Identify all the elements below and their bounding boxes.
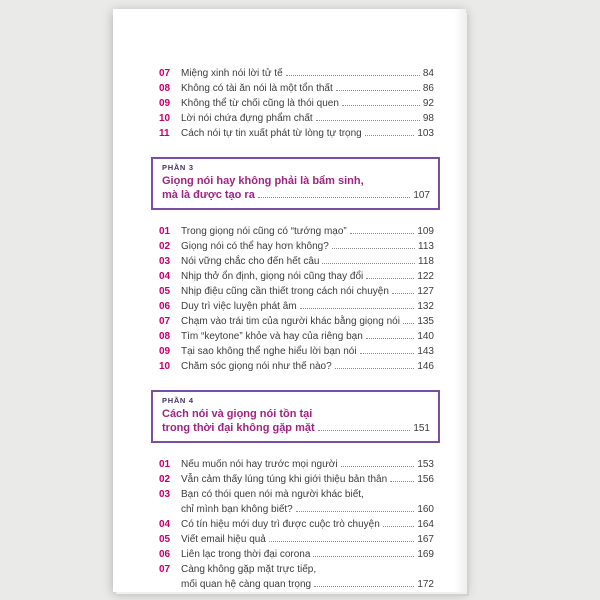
toc-item: [159, 314, 434, 329]
toc-item: [159, 284, 434, 299]
item-number: 01: [159, 226, 171, 237]
item-title: Viết email hiệu quả: [181, 534, 266, 545]
item-number: 09: [159, 346, 171, 357]
item-title: Chạm vào trái tim của người khác bằng giọng nói: [181, 316, 400, 327]
toc-item: [159, 269, 434, 284]
item-number: 05: [159, 534, 171, 545]
item-title-line1: Càng không gặp mặt trực tiếp,: [181, 564, 317, 575]
item-page: 143: [417, 346, 434, 357]
item-page: 156: [417, 474, 434, 485]
item-page: 122: [417, 271, 434, 282]
dot-leader: [332, 248, 415, 249]
toc-page: [113, 9, 466, 592]
toc-item: [159, 111, 434, 126]
toc-item: [159, 254, 434, 269]
page-curl-shading: [454, 9, 466, 592]
item-number: 11: [159, 128, 170, 139]
item-number: 05: [159, 286, 171, 297]
item-page: 86: [422, 83, 434, 94]
item-number: 03: [159, 489, 171, 500]
dot-leader: [296, 511, 415, 512]
item-page: 127: [417, 286, 434, 297]
dot-leader: [300, 308, 415, 309]
item-title-line1: Bạn có thói quen nói mà người khác biết,: [181, 489, 364, 500]
item-page: 135: [417, 316, 434, 327]
item-number: 07: [159, 316, 171, 327]
section-4-page: 151: [413, 423, 430, 434]
item-page: 132: [417, 301, 434, 312]
item-number: 03: [159, 256, 171, 267]
item-number: 08: [159, 83, 171, 94]
section-4-header-box: [151, 390, 440, 443]
item-page: 113: [418, 241, 434, 252]
item-title: Có tín hiệu mới duy trì được cuộc trò chuyện: [181, 519, 380, 530]
toc-item: [159, 562, 434, 592]
item-page: 153: [417, 459, 434, 470]
section-3-header-box: [151, 157, 440, 210]
section-4-title-line2: trong thời đại không gặp mặt: [162, 422, 315, 434]
toc-item: [159, 96, 434, 111]
section-3-title-line2: mà là được tạo ra: [162, 189, 255, 201]
toc-item: [159, 126, 434, 141]
item-title: Không thể từ chối cũng là thói quen: [181, 98, 339, 109]
toc-item: [159, 547, 434, 562]
item-title: Vẫn cảm thấy lúng túng khi giới thiệu bản thân: [181, 474, 388, 485]
item-number: 07: [159, 564, 171, 575]
item-page: 146: [417, 361, 434, 372]
dot-leader: [383, 526, 415, 527]
dot-leader: [314, 586, 414, 587]
toc-item: [159, 66, 434, 81]
item-title-line2: chỉ mình bạn không biết?: [181, 504, 293, 515]
dot-leader: [322, 263, 415, 264]
item-title: Trong giọng nói cũng có “tướng mạo”: [181, 226, 347, 237]
dot-leader: [390, 481, 414, 482]
dot-leader: [316, 120, 420, 121]
toc-item: [159, 224, 434, 239]
item-page: 140: [417, 331, 434, 342]
item-title-block: [181, 562, 434, 592]
item-title: Không có tài ăn nói là một tổn thất: [181, 83, 333, 94]
item-title: Nếu muốn nói hay trước mọi người: [181, 459, 338, 470]
section-4-label: PHẦN 4: [162, 396, 194, 405]
item-page: 103: [417, 128, 434, 139]
dot-leader: [313, 556, 414, 557]
section-4-title-line1: Cách nói và giọng nói tồn tại: [162, 408, 313, 420]
item-number: 08: [159, 331, 171, 342]
item-title: Duy trì việc luyện phát âm: [181, 301, 297, 312]
item-number: 02: [159, 241, 171, 252]
toc-item: [159, 457, 434, 472]
dot-leader: [341, 466, 415, 467]
item-title: Cách nói tự tin xuất phát từ lòng tự trọng: [181, 128, 362, 139]
item-number: 10: [159, 361, 171, 372]
toc-item: [159, 359, 434, 374]
item-page: 98: [422, 113, 434, 124]
dot-leader: [335, 368, 415, 369]
toc-item: [159, 299, 434, 314]
item-title: Liên lạc trong thời đại corona: [181, 549, 311, 560]
item-number: 06: [159, 549, 171, 560]
item-title: Giọng nói có thể hay hơn không?: [181, 241, 329, 252]
item-page: 164: [417, 519, 434, 530]
section-3-label: PHẦN 3: [162, 163, 194, 172]
item-title: Tại sao không thể nghe hiểu lời bạn nói: [181, 346, 357, 357]
item-page: 109: [417, 226, 434, 237]
toc-item: [159, 329, 434, 344]
dot-leader: [403, 323, 414, 324]
item-title: Nói vững chắc cho đến hết câu: [181, 256, 320, 267]
dot-leader: [392, 293, 414, 294]
dot-leader: [350, 233, 415, 234]
toc-item: [159, 81, 434, 96]
section-3-page: 107: [413, 190, 430, 201]
dot-leader: [366, 278, 414, 279]
item-page: 167: [417, 534, 434, 545]
dot-leader: [336, 90, 420, 91]
item-number: 01: [159, 459, 171, 470]
item-number: 04: [159, 519, 171, 530]
toc-item: [159, 487, 434, 517]
item-title: Chăm sóc giọng nói như thế nào?: [181, 361, 332, 372]
toc-item: [159, 472, 434, 487]
item-number: 02: [159, 474, 171, 485]
toc-item: [159, 532, 434, 547]
item-title: Nhịp thở ổn định, giọng nói cũng thay đổi: [181, 271, 364, 282]
dot-leader: [360, 353, 415, 354]
item-page: 169: [417, 549, 434, 560]
dot-leader: [342, 105, 420, 106]
item-title: Miệng xinh nói lời tử tế: [181, 68, 283, 79]
item-title: Lời nói chứa đựng phẩm chất: [181, 113, 313, 124]
item-number: 10: [159, 113, 171, 124]
item-number: 07: [159, 68, 171, 79]
dot-leader: [318, 430, 411, 431]
dot-leader: [365, 135, 415, 136]
item-page: 118: [418, 256, 434, 267]
item-title-block: [181, 487, 434, 517]
dot-leader: [269, 541, 414, 542]
section-3-title-line1: Giọng nói hay không phải là bẩm sinh,: [162, 175, 364, 187]
toc-item: [159, 239, 434, 254]
item-title: Nhịp điệu cũng cần thiết trong cách nói chuyện: [181, 286, 389, 297]
item-page: 172: [417, 579, 434, 590]
dot-leader: [286, 75, 420, 76]
item-title-line2: mối quan hệ càng quan trọng: [181, 579, 312, 590]
dot-leader: [258, 197, 410, 198]
item-number: 09: [159, 98, 171, 109]
toc-item: [159, 344, 434, 359]
item-title: Tìm “keytone” khỏe và hay của riêng bạn: [181, 331, 363, 342]
item-page: 92: [422, 98, 434, 109]
toc-item: [159, 517, 434, 532]
item-number: 04: [159, 271, 171, 282]
dot-leader: [366, 338, 415, 339]
item-page: 160: [417, 504, 434, 515]
item-page: 84: [422, 68, 434, 79]
item-number: 06: [159, 301, 171, 312]
